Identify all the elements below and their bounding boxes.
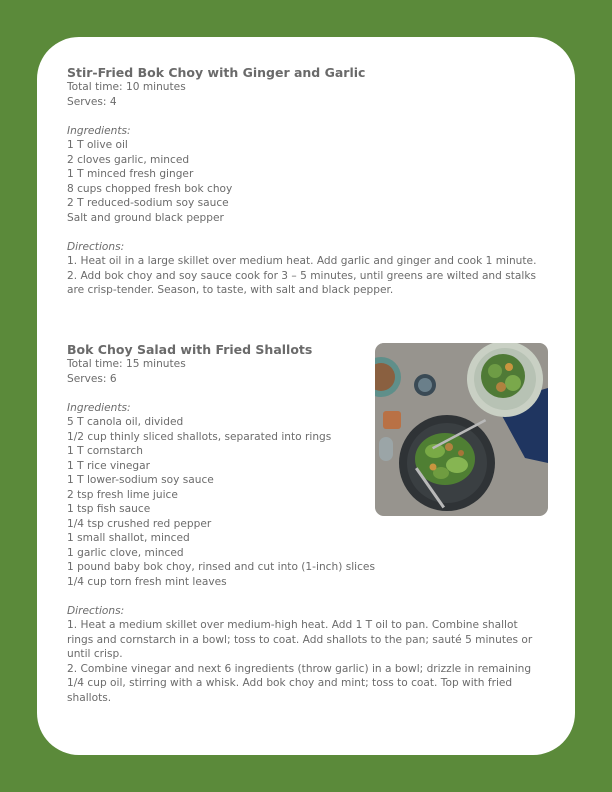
ingredient-item: 8 cups chopped fresh bok choy	[67, 182, 233, 195]
ingredient-item: 2 cloves garlic, minced	[67, 153, 190, 166]
ingredient-item: 1 tsp fish sauce	[67, 503, 151, 515]
ingredient-item: 5 T canola oil, divided	[67, 416, 184, 428]
recipe-card	[37, 37, 575, 755]
ingredient-item: 1 T lower-sodium soy sauce	[67, 474, 214, 486]
directions-label: Directions:	[67, 240, 125, 253]
directions-label: Directions:	[67, 604, 125, 617]
recipe-stir-fried-bok-choy	[67, 65, 547, 298]
ingredient-item: 2 tsp fresh lime juice	[67, 488, 178, 501]
total-time: Total time: 15 minutes	[67, 358, 186, 370]
ingredients-list	[67, 138, 547, 225]
serves: Serves: 4	[67, 95, 117, 108]
ingredient-item: Salt and ground black pepper	[67, 211, 224, 224]
recipe-title: Stir-Fried Bok Choy with Ginger and Garlic	[67, 65, 366, 80]
ingredient-item: 1/4 cup torn fresh mint leaves	[67, 575, 227, 588]
ingredient-item: 1 T olive oil	[67, 139, 128, 151]
ingredient-item: 1 T minced fresh ginger	[67, 168, 194, 180]
direction-step: 1. Heat a medium skillet over medium-high heat. Add 1 T oil to pan. Combine shallot rings and cornstarch in a bowl; toss to coat. Add shallots to the pan; sauté 5 minutes or until crisp.	[67, 619, 533, 660]
ingredient-item: 2 T reduced-sodium soy sauce	[67, 197, 229, 209]
recipe-title: Bok Choy Salad with Fried Shallots	[67, 342, 313, 357]
ingredient-item: 1/4 tsp crushed red pepper	[67, 517, 212, 530]
serves: Serves: 6	[67, 372, 117, 385]
recipe-bok-choy-salad	[67, 342, 547, 705]
ingredient-item: 1 T rice vinegar	[67, 459, 150, 472]
ingredient-item: 1 T cornstarch	[67, 445, 143, 457]
ingredients-label: Ingredients:	[67, 401, 131, 414]
ingredient-item: 1 pound baby bok choy, rinsed and cut into (1-inch) slices	[67, 561, 375, 573]
ingredient-item: 1 small shallot, minced	[67, 532, 190, 544]
ingredient-item: 1/2 cup thinly sliced shallots, separated into rings	[67, 430, 332, 443]
ingredients-label: Ingredients:	[67, 124, 131, 137]
direction-step: 2. Combine vinegar and next 6 ingredients (throw garlic) in a bowl; drizzle in remaining 1/4 cup oil, stirring with a whisk. Add bok choy and mint; toss to coat. Top with fried shallots.	[67, 662, 532, 704]
direction-step: 1. Heat oil in a large skillet over medium heat. Add garlic and ginger and cook 1 minute.	[67, 255, 537, 267]
total-time: Total time: 10 minutes	[67, 81, 186, 93]
ingredients-list	[67, 415, 547, 589]
direction-step: 2. Add bok choy and soy sauce cook for 3 – 5 minutes, until greens are wilted and stalks are crisp-tender. Season, to taste, with salt and black pepper.	[67, 269, 537, 296]
ingredient-item: 1 garlic clove, minced	[67, 546, 184, 559]
